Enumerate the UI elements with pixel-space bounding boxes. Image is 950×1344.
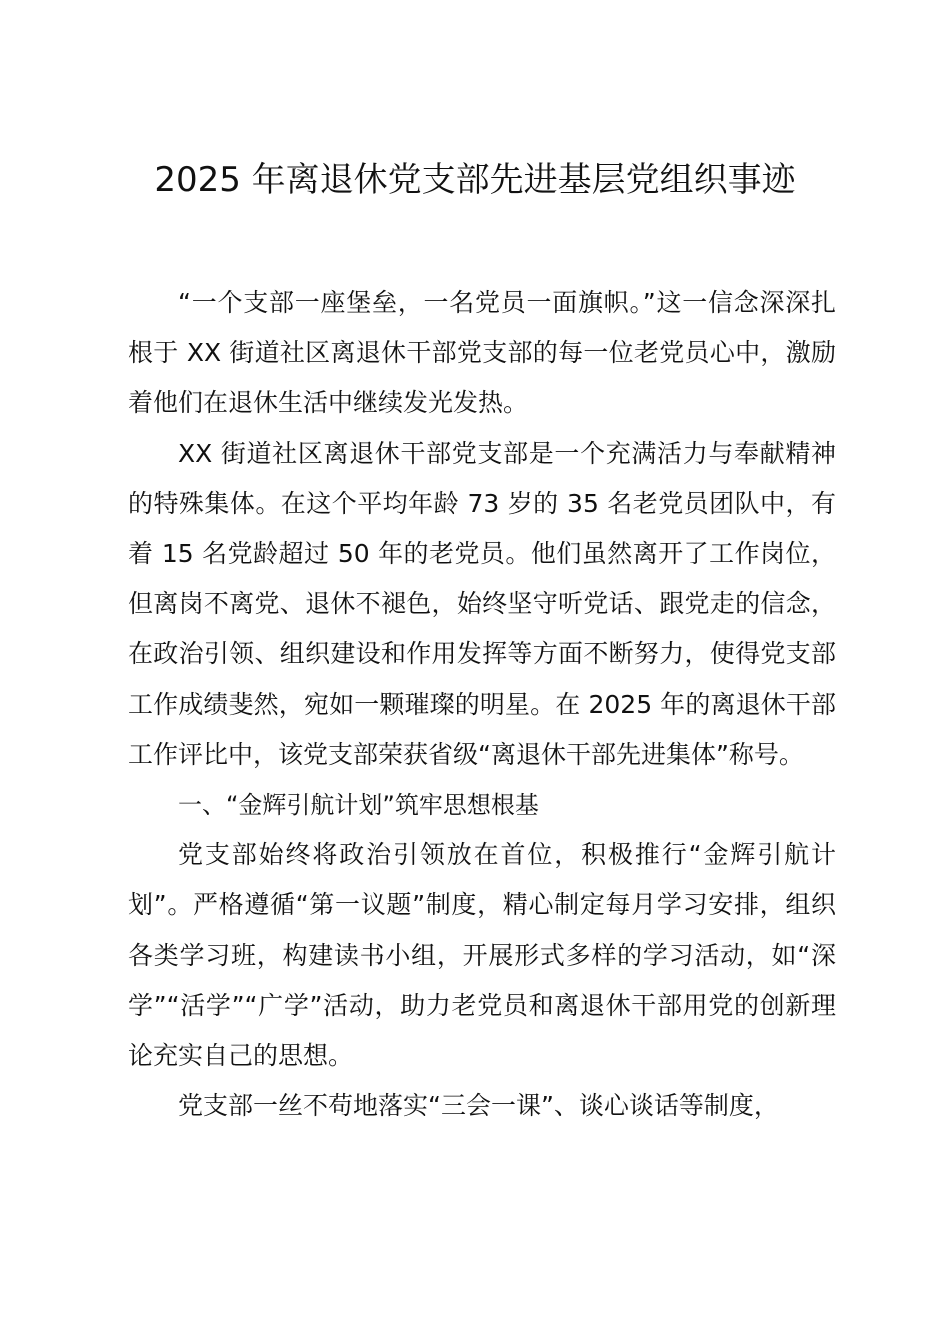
section-heading-1: 一、“金辉引航计划”筑牢思想根基 [178, 791, 539, 820]
document-body [128, 278, 836, 1131]
paragraph-overview: XX 街道社区离退休干部党支部是一个充满活力与奉献精神的特殊集体。在这个平均年龄 73 岁的 35 名老党员团队中，有着 15 名党龄超过 50 年的老党员。他们虽然离开了工作岗位，但离岗不离党、退休不褪色，始终坚守听党话、跟党走的信念，在政治引领、组织建设和作用发挥等方面不断努力，使得党支部工作成绩斐然，宛如一颗璀璨的明星。在 2025 年的离退休干部工作评比中，该党支部荣获省级“离退休干部先进集体”称号。 [128, 438, 836, 769]
paragraph-intro: “一个支部一座堡垒，一名党员一面旗帜。”这一信念深深扎根于 XX 街道社区离退休干部党支部的每一位老党员心中，激励着他们在退休生活中继续发光发热。 [128, 288, 836, 418]
document-title: 2025 年离退休党支部先进基层党组织事迹 [154, 160, 796, 200]
paragraph-section1-a: 党支部始终将政治引领放在首位，积极推行“金辉引航计划”。严格遵循“第一议题”制度，精心制定每月学习安排，组织各类学习班，构建读书小组，开展形式多样的学习活动，如“深学”“活学”“广学”活动，助力老党员和离退休干部用党的创新理论充实自己的思想。 [128, 840, 836, 1071]
paragraph-section1-b: 党支部一丝不苟地落实“三会一课”、谈心谈话等制度， [178, 1091, 779, 1121]
